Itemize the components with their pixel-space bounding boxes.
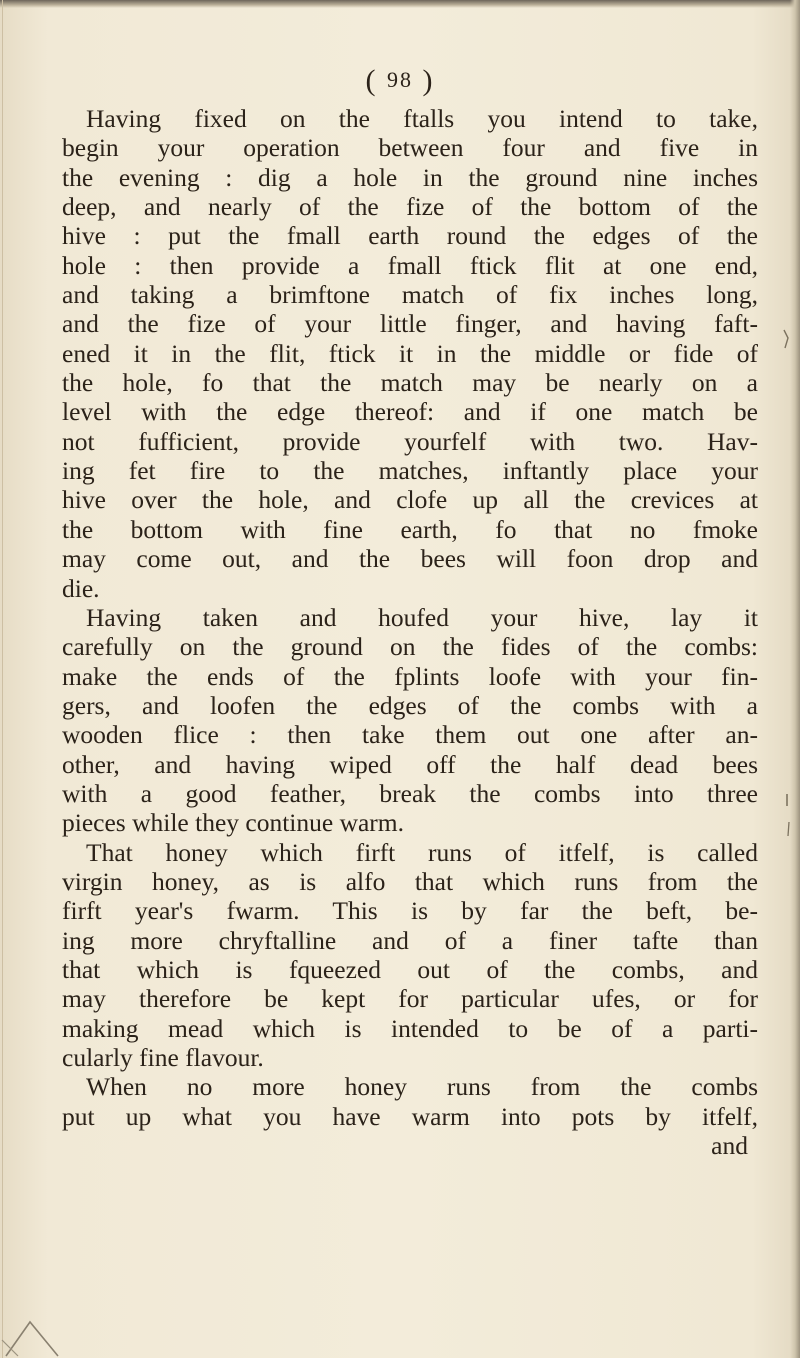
text-line: may therefore be kept for particular ufes, or for: [62, 984, 758, 1014]
text-line: firft year's fwarm. This is by far the beft, be-: [62, 896, 758, 926]
text-line: and taking a brimftone match of fix inches long,: [62, 280, 758, 310]
text-line: put up what you have warm into pots by itfelf,: [62, 1101, 758, 1131]
text-line: the hole, fo that the match may be nearly on a: [62, 368, 758, 398]
text-line: not fufficient, provide yourfelf with two. Hav-: [62, 426, 758, 456]
text-line: begin your operation between four and five in: [62, 133, 758, 163]
page-top-shadow: [0, 0, 800, 8]
margin-mark: [783, 792, 795, 840]
page-right-edge: [790, 0, 800, 1358]
text-line: make the ends of the fplints loofe with your fin-: [62, 661, 758, 691]
text-line: ing more chryftalline and of a finer tafte than: [62, 925, 758, 955]
text-line: That honey which firft runs of itfelf, is called: [86, 837, 758, 867]
text-line: ing fet fire to the matches, inftantly place your: [62, 456, 758, 486]
text-line: hive over the hole, and clofe up all the crevices at: [62, 485, 758, 515]
text-line: deep, and nearly of the fize of the bottom of the: [62, 192, 758, 222]
text-line: gers, and loofen the edges of the combs with a: [62, 690, 758, 720]
page-number: ( 98 ): [365, 64, 435, 97]
text-line: making mead which is intended to be of a parti-: [62, 1013, 758, 1043]
text-line: hole : then provide a fmall ftick flit at one end,: [62, 250, 758, 280]
margin-mark-stroke: [784, 330, 788, 348]
text-line: wooden flice : then take them out one after an-: [62, 720, 758, 750]
text-line: the evening : dig a hole in the ground nine inches: [62, 162, 758, 192]
text-line: that which is fqueezed out of the combs, and: [62, 954, 758, 984]
text-line: Having fixed on the ftalls you intend to take,: [86, 104, 758, 133]
corner-fold-line: [6, 1322, 58, 1356]
text-line: ened it in the flit, ftick it in the middle or fide of: [62, 338, 758, 368]
text-line: level with the edge thereof: and if one match be: [62, 397, 758, 427]
margin-mark: [780, 328, 796, 350]
page-left-edge: [2, 0, 3, 1358]
text-line: with a good feather, break the combs into three: [62, 778, 758, 808]
text-line: other, and having wiped off the half dead bees: [62, 749, 758, 779]
text-line: may come out, and the bees will foon drop and: [62, 544, 758, 574]
margin-mark-stroke: [788, 822, 789, 836]
text-line: carefully on the ground on the fides of the combs:: [62, 632, 758, 662]
text-line: Having taken and houfed your hive, lay it: [86, 602, 758, 632]
text-line: and the fize of your little finger, and having faft-: [62, 309, 758, 339]
page-number-value: 98: [387, 67, 413, 92]
text-line: the bottom with fine earth, fo that no fmoke: [62, 514, 758, 544]
corner-fold-mark: [0, 1270, 90, 1358]
catchword: and: [711, 1131, 748, 1161]
text-line: virgin honey, as is alfo that which runs from the: [62, 866, 758, 896]
text-line: When no more honey runs from the combs: [86, 1072, 758, 1102]
text-line: hive : put the fmall earth round the edges of the: [62, 221, 758, 251]
text-line: cularly fine flavour.: [62, 1043, 264, 1072]
text-line: die.: [62, 573, 100, 603]
body-text: [62, 104, 758, 1160]
text-line: pieces while they continue warm.: [62, 808, 405, 838]
